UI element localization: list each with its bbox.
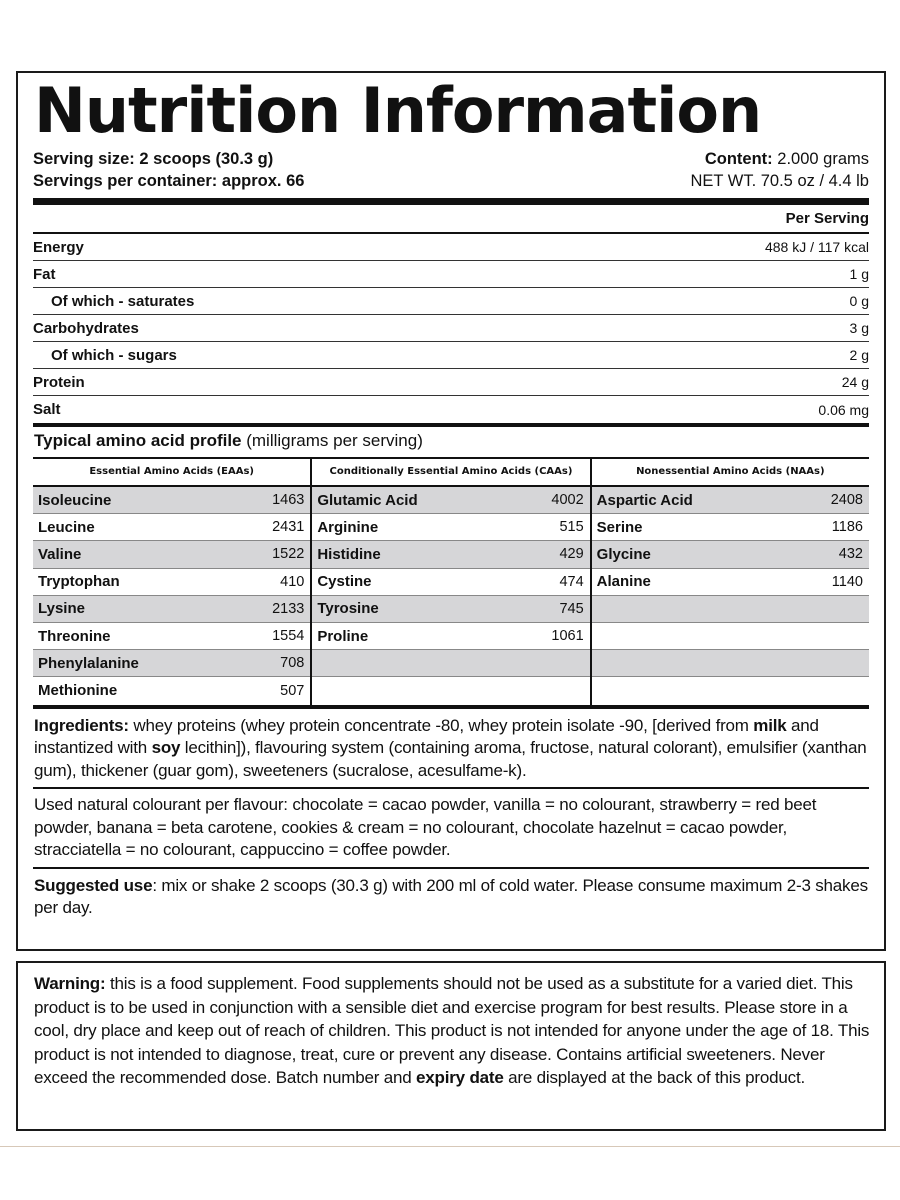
amino-name: Tryptophan bbox=[38, 573, 120, 591]
warning-text-1: this is a food supplement. Food supplements should not be used as a substitute for a varied diet. This product is to be used in conjunction with a sensible diet and exercise program for best results. Please store in a cool, dry place and keep out of reach of children. This product is not intended for anyone under the age of 18. This product is not intended to diagnose, treat, cure or prevent any disease. Contains artificial sweeteners. Never exceed the recommended dose. Batch number and bbox=[34, 974, 870, 1088]
amino-row bbox=[312, 569, 589, 596]
serving-size: Serving size: 2 scoops (30.3 g) bbox=[33, 150, 274, 168]
nutrition-row-carbohydrates bbox=[33, 315, 869, 342]
allergen-milk: milk bbox=[753, 715, 787, 735]
amino-row bbox=[312, 650, 589, 677]
amino-value: 745 bbox=[559, 600, 584, 617]
warning-box bbox=[16, 961, 886, 1131]
amino-name: Aspartic Acid bbox=[596, 491, 693, 509]
nutrient-value: 0 g bbox=[849, 293, 869, 309]
amino-value: 4002 bbox=[551, 492, 584, 509]
amino-value: 410 bbox=[280, 573, 305, 590]
content-amount bbox=[690, 148, 869, 170]
amino-name: Leucine bbox=[38, 518, 95, 536]
amino-name: Proline bbox=[317, 627, 369, 645]
amino-name: Valine bbox=[38, 545, 82, 563]
per-serving-label: Per Serving bbox=[785, 210, 869, 227]
amino-name: Histidine bbox=[317, 545, 381, 563]
amino-value: 1061 bbox=[551, 628, 584, 645]
amino-name: Arginine bbox=[317, 518, 379, 536]
amino-row bbox=[33, 541, 310, 568]
warning-text-2: are displayed at the back of this product. bbox=[503, 1068, 805, 1088]
amino-value: 474 bbox=[559, 573, 584, 590]
amino-title-bold: Typical amino acid profile bbox=[34, 431, 242, 450]
amino-row bbox=[592, 596, 869, 623]
nutrition-table bbox=[33, 234, 869, 423]
nutrition-row-energy bbox=[33, 234, 869, 261]
nutrient-name: Energy bbox=[33, 238, 84, 256]
serving-info bbox=[33, 148, 869, 192]
expiry-date-bold: expiry date bbox=[416, 1068, 504, 1088]
amino-value: 1186 bbox=[831, 519, 863, 536]
content-label: Content: bbox=[704, 150, 773, 168]
content-value: 2.000 grams bbox=[772, 150, 869, 168]
amino-value: 1554 bbox=[272, 628, 305, 645]
amino-value: 515 bbox=[559, 519, 584, 536]
amino-title-rest: (milligrams per serving) bbox=[241, 431, 423, 450]
amino-row bbox=[592, 514, 869, 541]
amino-row bbox=[33, 677, 310, 704]
label-title: Nutrition Information bbox=[34, 74, 762, 147]
amino-value: 507 bbox=[280, 682, 305, 699]
amino-row bbox=[33, 569, 310, 596]
divider-thick bbox=[33, 198, 869, 205]
nutrient-name: Of which - sugars bbox=[51, 346, 177, 364]
amino-row bbox=[592, 677, 869, 704]
amino-name: Isoleucine bbox=[38, 491, 112, 509]
nutrition-row-salt bbox=[33, 396, 869, 423]
amino-name: Serine bbox=[596, 518, 643, 536]
nutrient-value: 3 g bbox=[849, 320, 869, 336]
amino-name: Methionine bbox=[38, 682, 118, 700]
nutrition-row-protein bbox=[33, 369, 869, 396]
amino-col-essential bbox=[33, 459, 312, 705]
allergen-soy: soy bbox=[151, 738, 181, 757]
amino-row bbox=[592, 541, 869, 568]
ingredients-text-1: whey proteins (whey protein concentrate -80, whey protein isolate -90, [derived from bbox=[128, 715, 754, 735]
amino-name: Phenylalanine bbox=[38, 654, 139, 672]
amino-value: 2133 bbox=[272, 600, 305, 617]
amino-row bbox=[312, 487, 589, 514]
amino-row bbox=[33, 514, 310, 541]
amino-value: 1140 bbox=[831, 573, 863, 590]
nutrition-row-fat bbox=[33, 261, 869, 288]
nutrient-value: 488 kJ / 117 kcal bbox=[764, 239, 869, 255]
amino-row bbox=[592, 487, 869, 514]
nutrient-name: Protein bbox=[33, 373, 85, 391]
nutrient-name: Fat bbox=[33, 265, 56, 283]
amino-profile-title bbox=[33, 427, 869, 457]
amino-col-header: Conditionally Essential Amino Acids (CAAs) bbox=[312, 459, 589, 487]
amino-row bbox=[312, 623, 589, 650]
amino-name: Tyrosine bbox=[317, 600, 379, 618]
nutrient-name: Carbohydrates bbox=[33, 319, 139, 337]
amino-value: 1522 bbox=[272, 546, 305, 563]
amino-name: Glutamic Acid bbox=[317, 491, 418, 509]
amino-acid-table bbox=[33, 457, 869, 709]
nutrient-value: 2 g bbox=[849, 347, 869, 363]
ingredients-block bbox=[33, 709, 869, 790]
amino-row bbox=[312, 677, 589, 704]
amino-value: 1463 bbox=[272, 492, 305, 509]
amino-row bbox=[312, 541, 589, 568]
amino-value: 2408 bbox=[830, 492, 863, 509]
nutrition-row-sugars bbox=[33, 342, 869, 369]
amino-col-header: Essential Amino Acids (EAAs) bbox=[33, 459, 310, 487]
amino-row bbox=[592, 650, 869, 677]
serving-right bbox=[690, 148, 869, 192]
amino-row bbox=[33, 623, 310, 650]
ingredients-text-2: and instantized with bbox=[34, 715, 819, 757]
amino-name: Cystine bbox=[317, 573, 372, 591]
amino-col-nonessential bbox=[592, 459, 869, 705]
per-serving-header bbox=[33, 205, 869, 234]
amino-name: Lysine bbox=[38, 600, 85, 618]
servings-per-container: Servings per container: approx. 66 bbox=[33, 172, 305, 190]
amino-row bbox=[592, 623, 869, 650]
nutrient-name: Salt bbox=[33, 401, 61, 418]
amino-value: 2431 bbox=[272, 519, 305, 536]
ingredients-label: Ingredients: bbox=[34, 715, 129, 735]
nutrient-name: Of which - saturates bbox=[51, 292, 195, 310]
amino-col-conditional bbox=[312, 459, 591, 705]
suggested-use-label: Suggested use bbox=[34, 875, 153, 895]
amino-row bbox=[33, 487, 310, 514]
ingredients-text-3: lecithin]), flavouring system (containing aroma, fructose, natural colorant), emulsifier (xanthan gum), thickener (guar gom), sweeteners (sucralose, acesulfame-k). bbox=[34, 738, 867, 780]
suggested-use-block bbox=[33, 869, 869, 925]
net-weight: NET WT. 70.5 oz / 4.4 lb bbox=[690, 172, 869, 190]
amino-value: 432 bbox=[838, 546, 863, 563]
nutrition-label bbox=[16, 71, 886, 951]
amino-name: Alanine bbox=[596, 573, 651, 591]
nutrient-value: 1 g bbox=[849, 266, 869, 282]
serving-left bbox=[33, 148, 304, 192]
amino-row bbox=[312, 596, 589, 623]
amino-name: Glycine bbox=[596, 545, 651, 563]
amino-row bbox=[592, 569, 869, 596]
nutrient-value: 0.06 mg bbox=[818, 401, 869, 418]
nutrition-row-saturates bbox=[33, 288, 869, 315]
nutrient-value: 24 g bbox=[841, 374, 869, 390]
amino-value: 708 bbox=[280, 655, 305, 672]
bottom-divider bbox=[0, 1146, 900, 1147]
amino-row bbox=[312, 514, 589, 541]
amino-row bbox=[33, 596, 310, 623]
amino-name: Threonine bbox=[38, 627, 111, 645]
suggested-use-text: : mix or shake 2 scoops (30.3 g) with 200 ml of cold water. Please consume maximum 2-3 shakes per day. bbox=[34, 875, 868, 917]
amino-value: 429 bbox=[559, 546, 584, 563]
amino-row bbox=[33, 650, 310, 677]
colourant-block: Used natural colourant per flavour: chocolate = cacao powder, vanilla = no colourant, strawberry = red beet powder, banana = beta carotene, cookies & cream = no colourant, chocolate hazelnut = cacao powder, stracciatella = no colourant, cappuccino = coffee powder. bbox=[33, 789, 869, 869]
warning-label: Warning: bbox=[34, 974, 106, 993]
amino-col-header: Nonessential Amino Acids (NAAs) bbox=[592, 459, 869, 487]
